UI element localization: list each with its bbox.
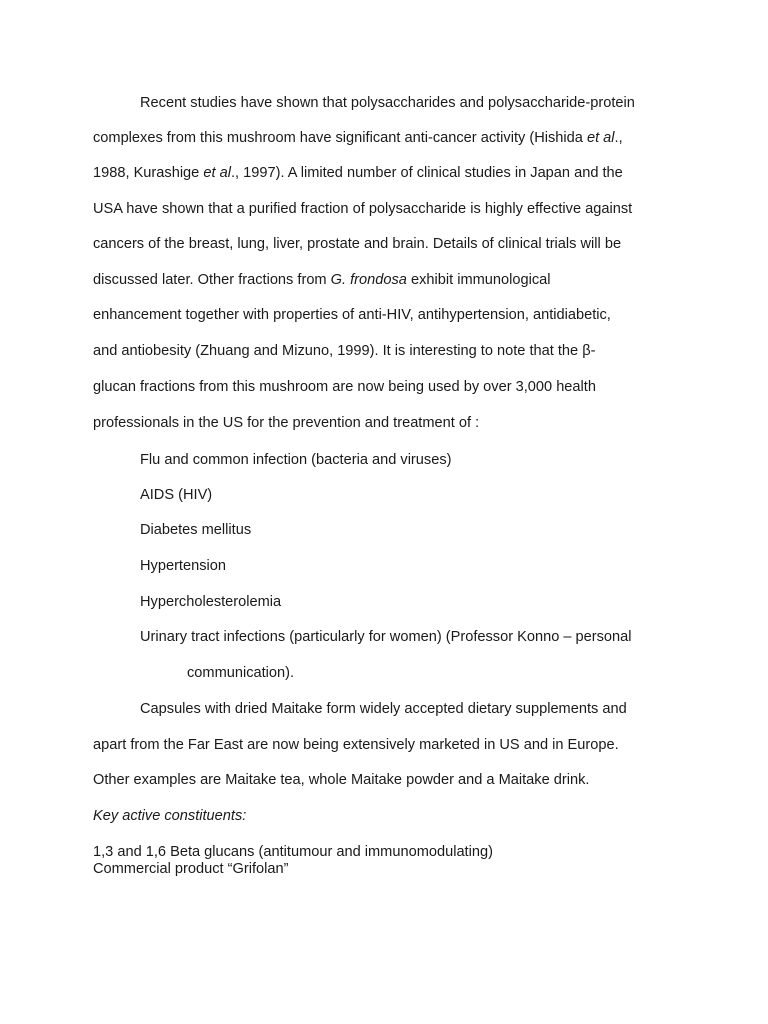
paragraph-1-line-9: glucan fractions from this mushroom are now being used by over 3,000 health (93, 379, 596, 395)
paragraph-1-line-4: USA have shown that a purified fraction of polysaccharide is highly effective against (93, 201, 633, 217)
paragraph-1-line-6 (93, 271, 551, 289)
condition-item: Diabetes mellitus (140, 522, 252, 538)
italic-run: et al (586, 130, 615, 146)
text-run: discussed later. Other fractions from (93, 272, 331, 288)
italic-run: et al (203, 165, 231, 181)
text-run: exhibit immunological (406, 272, 551, 288)
constituent-item: Commercial product “Grifolan” (93, 861, 289, 877)
paragraph-1-line-8: and antiobesity (Zhuang and Mizuno, 1999). It is interesting to note that the β- (93, 343, 596, 359)
condition-item: AIDS (HIV) (140, 487, 213, 503)
paragraph-2-line-2: apart from the Far East are now being extensively marketed in US and in Europe. (93, 737, 619, 753)
condition-item: Urinary tract infections (particularly for women) (Professor Konno – personal (140, 629, 632, 645)
paragraph-2-line-3: Other examples are Maitake tea, whole Maitake powder and a Maitake drink. (93, 772, 590, 788)
condition-item-continuation: communication). (187, 665, 295, 681)
condition-item: Flu and common infection (bacteria and viruses) (140, 452, 452, 468)
heading-text: Key active constituents: (93, 808, 247, 824)
paragraph-2-line-1: Capsules with dried Maitake form widely accepted dietary supplements and (140, 701, 627, 717)
text-run: 1988, Kurashige (93, 165, 204, 181)
condition-item: Hypertension (140, 558, 226, 574)
paragraph-1-line-1: Recent studies have shown that polysaccharides and polysaccharide-protein (140, 95, 635, 111)
paragraph-1-line-7: enhancement together with properties of anti-HIV, antihypertension, antidiabetic, (93, 307, 611, 323)
paragraph-1-line-3 (93, 164, 623, 182)
section-heading (93, 807, 246, 825)
paragraph-1-line-10: professionals in the US for the prevention and treatment of : (93, 415, 480, 431)
condition-item: Hypercholesterolemia (140, 594, 282, 610)
paragraph-1-line-5: cancers of the breast, lung, liver, prostate and brain. Details of clinical trials will be (93, 236, 622, 252)
text-run: ., (614, 130, 623, 146)
italic-run: G. frondosa (330, 272, 407, 288)
text-run: ., 1997). A limited number of clinical studies in Japan and the (230, 165, 623, 181)
paragraph-1-line-2 (93, 129, 623, 147)
constituent-item: 1,3 and 1,6 Beta glucans (antitumour and immunomodulating) (93, 844, 493, 860)
text-run: complexes from this mushroom have significant anti-cancer activity (Hishida (93, 130, 587, 146)
